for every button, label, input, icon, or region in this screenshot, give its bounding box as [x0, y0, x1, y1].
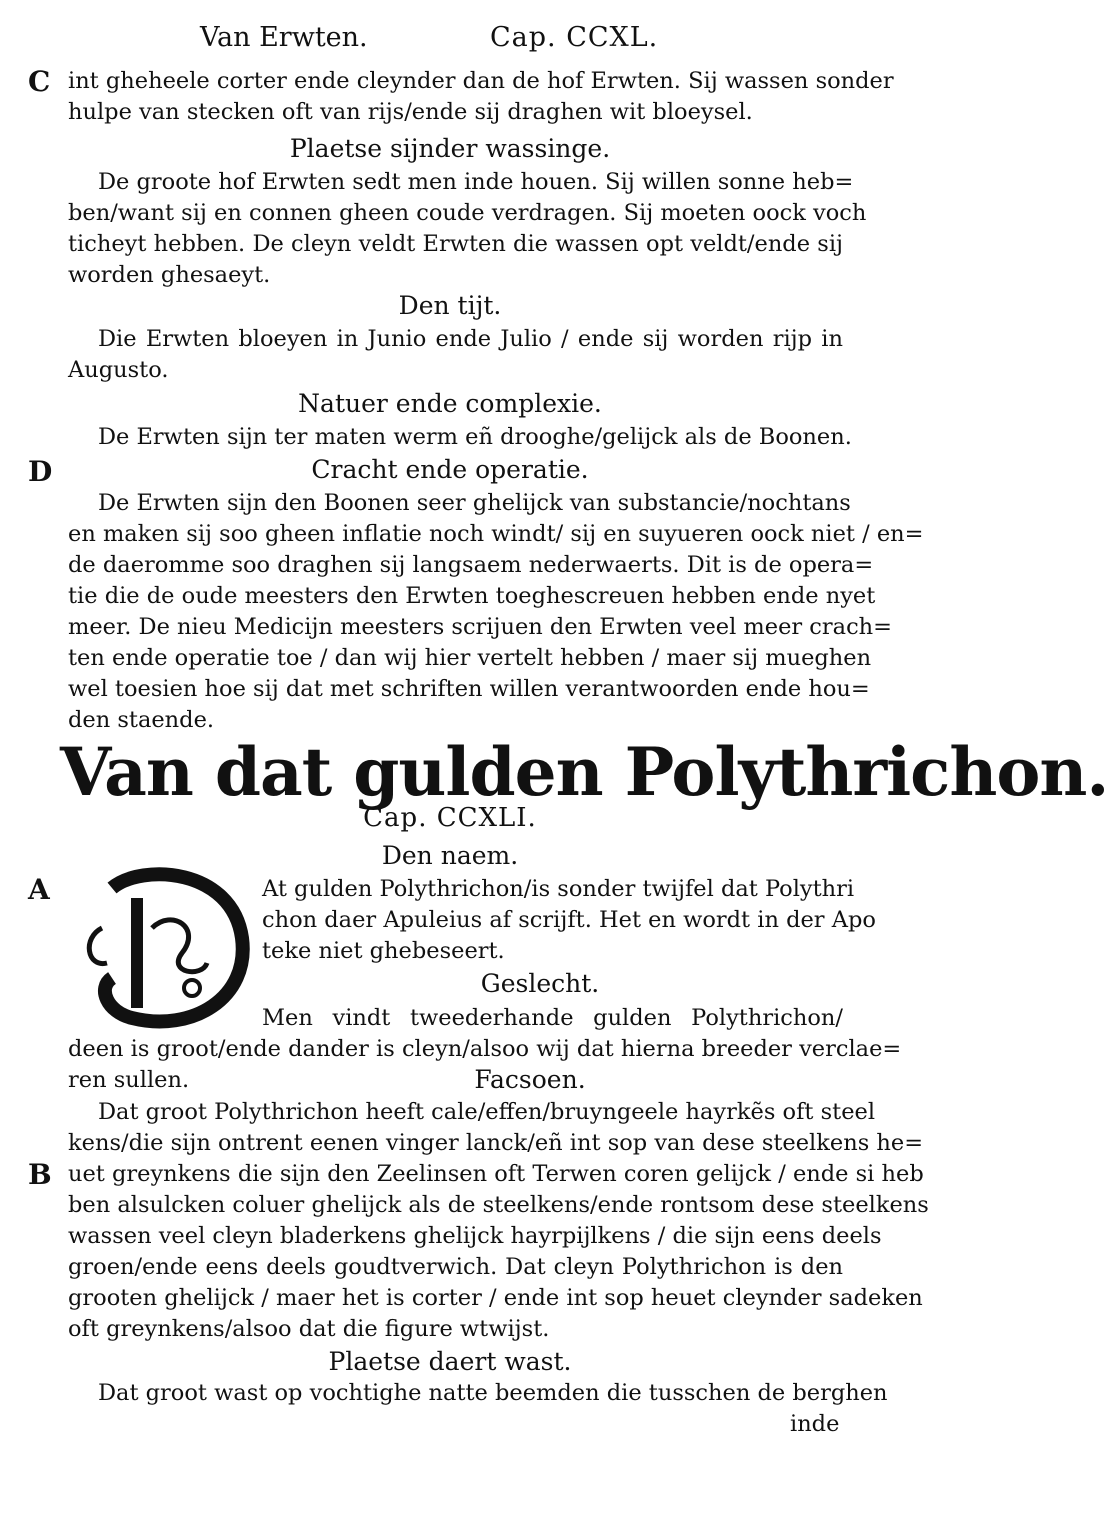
text-line: ren sullen.: [68, 1067, 190, 1093]
text-line: den staende.: [68, 707, 215, 733]
text-line: Dat groot wast op vochtighe natte beemden die tusschen de berghen: [98, 1380, 888, 1406]
text-line: ten ende operatie toe / dan wij hier vertelt hebben / maer sij mueghen: [68, 645, 872, 671]
text-line: De Erwten sijn ter maten werm eñ drooghe/gelijck als de Boonen.: [98, 424, 852, 450]
section-heading-tijt: Den tijt.: [398, 291, 502, 320]
text-line: wassen veel cleyn bladerkens ghelijck hayrpijlkens / die sijn eens deels: [68, 1223, 882, 1249]
section-heading-cracht: Cracht ende operatie.: [311, 455, 589, 484]
text-line: en maken sij soo gheen inflatie noch windt/ sij en suyueren oock niet / en=: [68, 521, 924, 547]
catchword: inde: [790, 1411, 840, 1437]
text-line: uet greynkens die sijn den Zeelinsen oft Terwen coren gelijck / ende si heb: [68, 1161, 924, 1187]
margin-letter-c: C: [28, 65, 51, 98]
running-head-title: Van Erwten.: [200, 22, 368, 53]
text-line: Men vindt tweederhande gulden Polythrichon/: [262, 1005, 843, 1031]
text-line: At gulden Polythrichon/is sonder twijfel dat Polythri: [262, 876, 855, 902]
decorated-initial: [82, 868, 257, 1033]
text-line: wel toesien hoe sij dat met schriften willen verantwoorden ende hou=: [68, 676, 870, 702]
text-line: Dat groot Polythrichon heeft cale/effen/bruyngeele hayrkẽs oft steel: [98, 1099, 876, 1125]
text-line: meer. De nieu Medicijn meesters scrijuen den Erwten veel meer crach=: [68, 614, 893, 640]
section-heading-facsoen: Facsoen.: [474, 1065, 586, 1094]
text-line: hulpe van stecken oft van rijs/ende sij draghen wit bloeysel.: [68, 99, 753, 125]
text-line: ticheyt hebben. De cleyn veldt Erwten die wassen opt veldt/ende sij: [68, 231, 843, 257]
text-line: grooten ghelijck / maer het is corter / ende int sop heuet cleynder sadeken: [68, 1285, 923, 1311]
text-line: tie die de oude meesters den Erwten toeghescreuen hebben ende nyet: [68, 583, 876, 609]
text-line: ben/want sij en connen gheen coude verdragen. Sij moeten oock voch: [68, 200, 867, 226]
text-line: De Erwten sijn den Boonen seer ghelijck van substancie/nochtans: [98, 490, 851, 516]
chapter-title: Van dat gulden Polythrichon.: [60, 733, 1108, 811]
running-head-chapter: Cap. CCXL.: [490, 22, 659, 53]
text-line: groen/ende eens deels goudtverwich. Dat cleyn Polythrichon is den: [68, 1254, 843, 1280]
text-line: ben alsulcken coluer ghelijck als de steelkens/ende rontsom dese steelkens: [68, 1192, 929, 1218]
text-line: kens/die sijn ontrent eenen vinger lanck/eñ int sop van dese steelkens he=: [68, 1130, 924, 1156]
text-line: int gheheele corter ende cleynder dan de hof Erwten. Sij wassen sonder: [68, 68, 894, 94]
text-line: worden ghesaeyt.: [68, 262, 271, 288]
chapter-number: Cap. CCXLI.: [363, 803, 537, 833]
text-line: deen is groot/ende dander is cleyn/alsoo wij dat hierna breeder verclae=: [68, 1036, 902, 1062]
section-heading-naem: Den naem.: [381, 841, 519, 870]
text-line: De groote hof Erwten sedt men inde houen. Sij willen sonne heb=: [98, 169, 854, 195]
text-line: de daeromme soo draghen sij langsaem nederwaerts. Dit is de opera=: [68, 552, 874, 578]
section-heading-natuer: Natuer ende complexie.: [298, 389, 602, 418]
text-line: oft greynkens/alsoo dat die figure wtwijst.: [68, 1316, 550, 1342]
section-heading-plaetse-daert: Plaetse daert wast.: [328, 1347, 572, 1376]
section-heading-plaetse: Plaetse sijnder wassinge.: [289, 134, 611, 163]
text-line: teke niet ghebeseert.: [262, 938, 505, 964]
text-line: Die Erwten bloeyen in Junio ende Julio / ende sij worden rijp in: [98, 326, 843, 352]
text-line: chon daer Apuleius af scrijft. Het en wordt in der Apo: [262, 907, 876, 933]
section-heading-geslecht: Geslecht.: [480, 969, 600, 998]
margin-letter-a: A: [28, 873, 50, 906]
margin-letter-b: B: [28, 1158, 52, 1191]
text-line: Augusto.: [68, 357, 169, 383]
margin-letter-d: D: [28, 455, 53, 488]
